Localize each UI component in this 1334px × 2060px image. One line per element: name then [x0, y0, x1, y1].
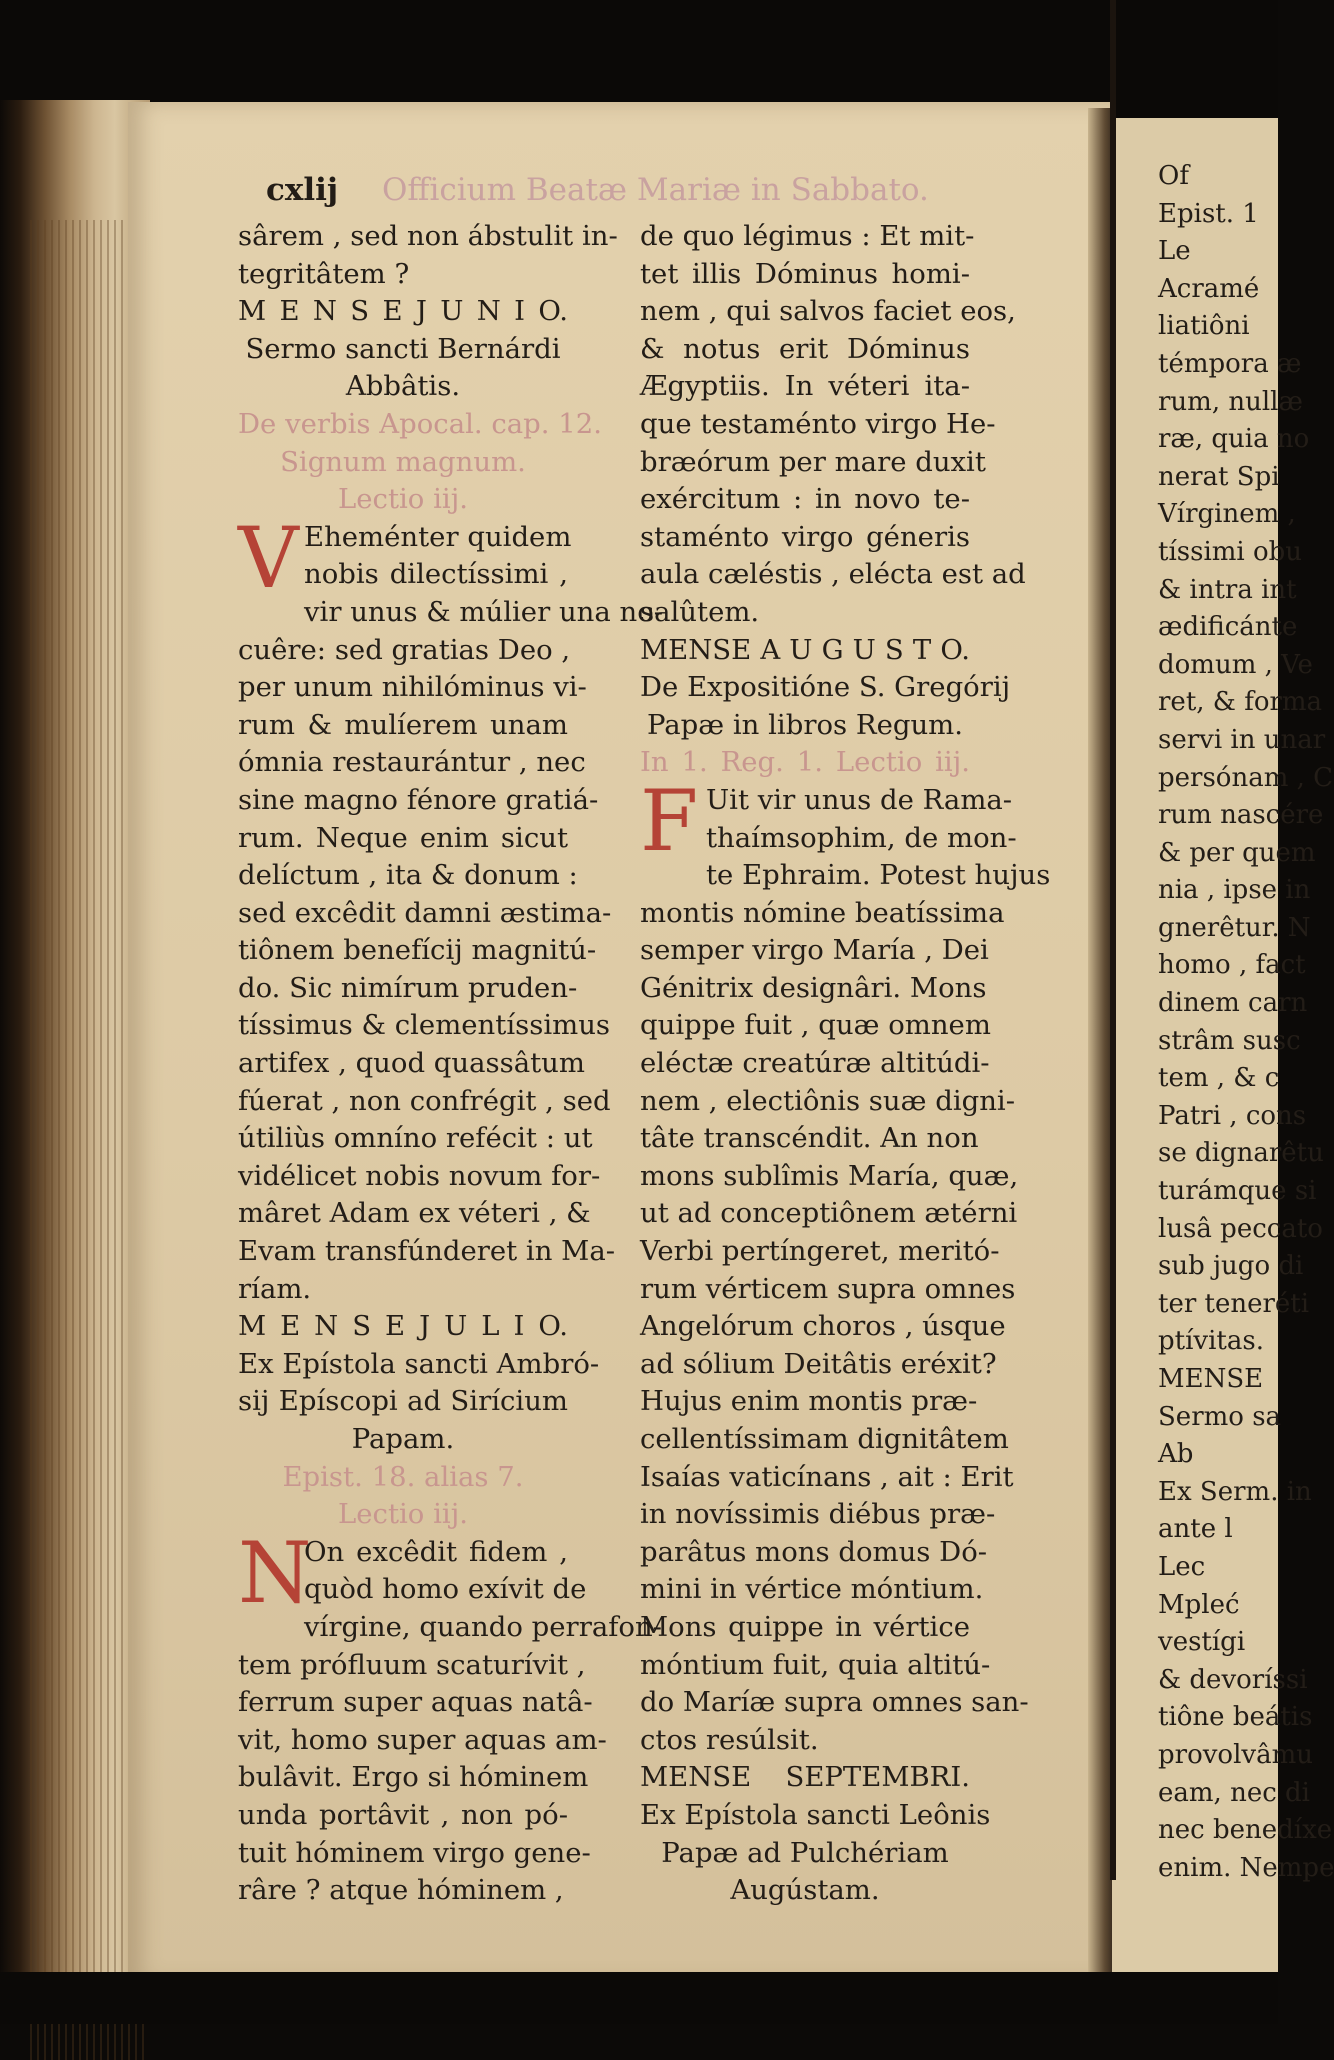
text-line [640, 1195, 1018, 1233]
text-line: homo , fact [1158, 950, 1306, 981]
text-line: persónam , C [1158, 762, 1334, 793]
text-line [238, 331, 568, 369]
text-line [238, 1195, 591, 1233]
line-text: nem , qui salvos faciet eos, [640, 295, 1016, 328]
text-line [238, 632, 571, 670]
line-text: fúerat , non confrégit , sed [238, 1084, 611, 1117]
line-text: Abbâtis. [345, 370, 461, 403]
line-text: Papam. [351, 1423, 455, 1455]
line-text: in novíssimis diébus præ- [640, 1498, 996, 1531]
text-line: rum nascére [1158, 800, 1324, 831]
line-text: Mons quippe in vértice [640, 1610, 970, 1643]
text-line: & intra int [1158, 574, 1297, 605]
text-line: Patri , cons [1158, 1100, 1307, 1131]
line-text: unda portâvit , non pó- [238, 1798, 568, 1831]
line-text: Ex Epístola sancti Ambró- [238, 1347, 600, 1380]
text-line [640, 594, 970, 632]
line-text: tuit hóminem virgo gene- [238, 1836, 591, 1869]
drop-initial: F [640, 771, 699, 870]
text-line [238, 1158, 601, 1196]
text-line [238, 444, 568, 482]
text-line [238, 1421, 568, 1459]
text-line [640, 444, 986, 482]
line-text: tet illis Dóminus homi- [640, 257, 970, 290]
text-line [640, 1383, 978, 1421]
background-top [0, 0, 1278, 118]
text-line [640, 744, 970, 782]
text-line: turámque si [1158, 1176, 1317, 1207]
line-text: staménto virgo géneris [640, 520, 970, 553]
drop-initial: V [238, 508, 299, 607]
line-text: Sermo sancti Bernárdi [245, 332, 561, 365]
text-line [640, 1797, 991, 1835]
line-text: montis nómine beatíssima [640, 896, 1005, 929]
text-line: Sermo sa [1158, 1401, 1282, 1432]
line-text: bræórum per mare duxit [640, 445, 986, 478]
text-line [238, 1722, 607, 1760]
text-line [640, 519, 970, 557]
line-text: Verbi pertíngeret, meritó- [640, 1235, 1000, 1268]
text-line [640, 218, 975, 256]
line-text: Evam transfúnderet in Ma- [238, 1235, 616, 1268]
text-line [238, 895, 612, 933]
text-line [238, 707, 568, 745]
text-line [640, 481, 970, 519]
line-text: parâtus mons domus Dó- [640, 1535, 988, 1568]
right-column [640, 218, 1051, 1910]
line-text: rum & mulíerem unam [238, 708, 568, 741]
line-text: delíctum , ita & donum : [238, 859, 578, 892]
line-text: quippe fuit , quæ omnem [640, 1009, 991, 1042]
text-line: nerat Spi [1158, 461, 1280, 492]
drop-initial: N [238, 1523, 312, 1622]
text-line [238, 1383, 568, 1421]
line-text: rum vérticem supra omnes [640, 1272, 1016, 1305]
line-text: Uit vir unus de Rama- [706, 783, 1013, 816]
text-line: MENSE [1158, 1364, 1264, 1394]
text-line [640, 1308, 1006, 1346]
text-line [238, 1647, 586, 1685]
text-line [238, 1684, 593, 1722]
text-line [640, 632, 970, 670]
text-line: lusâ peccato [1158, 1213, 1323, 1244]
line-text: Signum magnum. [280, 445, 526, 478]
text-line: & per quem [1158, 837, 1316, 868]
line-text: de quo légimus : Et mit- [640, 220, 975, 252]
text-line: Le [1158, 236, 1191, 267]
text-line [238, 1759, 589, 1797]
line-text: móntium fuit, quia altitú- [640, 1648, 991, 1681]
text-line [238, 368, 568, 406]
text-line [640, 1271, 1016, 1309]
text-line [640, 1722, 970, 1760]
text-line [238, 256, 568, 294]
line-text: Eheménter quidem [304, 520, 572, 553]
text-line [640, 1421, 1009, 1459]
line-text: & notus erit Dóminus [640, 332, 970, 365]
text-line: rum, nullæ [1158, 386, 1303, 417]
line-text: Augústam. [730, 1874, 880, 1907]
text-line: tíssimi obu [1158, 536, 1303, 567]
text-line [640, 331, 970, 369]
text-line [238, 1120, 593, 1158]
line-text: cuêre: sed gratias Deo , [238, 633, 571, 666]
text-line: enim. Nempe [1158, 1852, 1334, 1883]
text-line: Ab [1158, 1439, 1194, 1470]
line-text: ad sólium Deitâtis eréxit? [640, 1347, 997, 1380]
line-text: MENSE SEPTEMBRI. [640, 1761, 970, 1794]
text-line: Lec [1158, 1551, 1206, 1582]
text-line: servi in unar [1158, 724, 1326, 755]
text-line [640, 1045, 990, 1083]
text-line [238, 406, 602, 444]
text-line: Acramé [1158, 273, 1260, 304]
line-text: Epist. 18. alias 7. [282, 1460, 524, 1493]
text-line [640, 1083, 1016, 1121]
text-line: ante l [1158, 1514, 1233, 1545]
text-line: Mpleć [1158, 1589, 1240, 1620]
text-line [238, 820, 568, 858]
text-line [640, 932, 989, 970]
line-text: do. Sic nimírum pruden- [238, 971, 578, 1004]
text-line: témpora æ [1158, 348, 1302, 379]
left-column [238, 218, 664, 1910]
text-line [238, 782, 599, 820]
text-line [238, 857, 578, 895]
text-line: Vírginem , [1158, 499, 1296, 530]
text-line [238, 1007, 611, 1045]
text-line [640, 669, 1011, 707]
page-number: cxlij [266, 172, 339, 208]
line-text: In 1. Reg. 1. Lectio iij. [640, 746, 970, 779]
line-text: ctos resúlsit. [640, 1723, 819, 1756]
line-text: nobis dilectíssimi , [304, 558, 568, 591]
text-line: se dignarêtu [1158, 1138, 1324, 1169]
line-text: Papæ ad Pulchériam [661, 1836, 949, 1869]
line-text: aula cæléstis , elécta est ad [640, 558, 1026, 591]
text-line: ret, & forma [1158, 687, 1323, 718]
line-text: tegritâtem ? [238, 257, 410, 290]
line-text: vidélicet nobis novum for- [238, 1159, 601, 1192]
text-line: Ex Serm. in [1158, 1476, 1312, 1507]
line-text: sine magno fénore gratiá- [238, 783, 599, 816]
line-text: ríam. [238, 1272, 312, 1305]
line-text: Génitrix designâri. Mons [640, 971, 987, 1004]
text-line [640, 895, 1005, 933]
line-text: Lectio iij. [338, 1498, 468, 1531]
text-line [640, 293, 1016, 331]
line-text: De verbis Apocal. cap. 12. [238, 407, 602, 440]
text-line: provolvâmu [1158, 1739, 1313, 1770]
line-text: eléctæ creatúræ altitúdi- [640, 1047, 990, 1080]
line-text: Hujus enim montis præ- [640, 1385, 978, 1418]
text-line [238, 1271, 568, 1309]
text-line: domum , Ve [1158, 649, 1313, 680]
text-line [640, 1534, 988, 1572]
line-text: quòd homo exívit de [304, 1573, 587, 1606]
text-line [640, 1647, 991, 1685]
background-bottom [0, 1972, 1278, 2024]
line-text: rum. Neque enim sicut [238, 821, 568, 854]
text-line: & devoríssi [1158, 1664, 1308, 1695]
running-title: Officium Beatæ Mariæ in Sabbato. [382, 172, 929, 208]
text-line: liatiôni [1158, 311, 1250, 342]
text-line [640, 1759, 970, 1797]
text-line: dinem carn [1158, 988, 1308, 1019]
text-line [238, 669, 587, 707]
next-page [1112, 118, 1334, 1978]
text-line: nec benedíxe [1158, 1815, 1333, 1846]
text-line: tiône beátis [1158, 1702, 1313, 1733]
text-line [238, 932, 597, 970]
line-text: mini in vértice móntium. [640, 1573, 984, 1606]
text-line: Epist. 1 [1158, 198, 1259, 229]
text-line: vestígi [1158, 1627, 1246, 1658]
text-line: ædificánte [1158, 612, 1298, 643]
line-text: semper virgo María , Dei [640, 934, 989, 967]
text-line [640, 368, 970, 406]
text-line: nia , ipse in [1158, 875, 1311, 906]
vertical-rule [1110, 0, 1116, 1880]
text-line [640, 1346, 997, 1384]
line-text: sed excêdit damni æstima- [238, 896, 612, 929]
text-line [640, 970, 987, 1008]
text-line [238, 1233, 616, 1271]
line-text: bulâvit. Ergo si hóminem [238, 1761, 589, 1794]
line-text: te Ephraim. Potest hujus [706, 859, 1051, 892]
line-text: De Expositióne S. Gregórij [640, 671, 1011, 704]
text-line [238, 1872, 568, 1910]
line-text: vírgine, quando perrafon- [304, 1610, 662, 1643]
text-line [640, 1496, 996, 1534]
text-line: sub jugo di [1158, 1251, 1304, 1282]
line-text: exércitum : in novo te- [640, 483, 970, 516]
text-line [238, 744, 586, 782]
text-line [640, 707, 970, 745]
text-line [640, 1872, 970, 1910]
line-text: ferrum super aquas natâ- [238, 1686, 593, 1719]
line-text: artifex , quod quassâtum [238, 1047, 585, 1080]
text-line [640, 1233, 1000, 1271]
line-text: ómnia restaurántur , nec [238, 746, 586, 779]
text-line [640, 1835, 970, 1873]
line-text: vir unus & múlier una no- [304, 595, 664, 628]
text-line: eam, nec di [1158, 1777, 1310, 1808]
text-line: Of [1158, 161, 1189, 191]
text-line [640, 1571, 984, 1609]
text-line [640, 1120, 979, 1158]
line-text: tiônem benefícij magnitú- [238, 934, 597, 967]
text-line [640, 1007, 991, 1045]
text-line [238, 293, 568, 331]
text-line: ter teneréti [1158, 1288, 1310, 1319]
line-text: râre ? atque hóminem , [238, 1874, 564, 1907]
text-line [640, 1684, 1029, 1722]
line-text: sij Epíscopi ad Sirícium [238, 1385, 568, 1418]
text-line [238, 1459, 568, 1497]
line-text: thaímsophim, de mon- [706, 821, 1017, 854]
line-text: do Maríæ supra omnes san- [640, 1686, 1029, 1719]
line-text: tíssimus & clementíssimus [238, 1009, 611, 1042]
line-text: sârem , sed non ábstulit in- [238, 220, 618, 252]
line-text: mons sublîmis María, quæ, [640, 1159, 1019, 1192]
line-text: vit, homo super aquas am- [238, 1723, 607, 1756]
line-text: tem prófluum scaturívit , [238, 1648, 586, 1681]
text-line [640, 556, 1026, 594]
text-line: tem , & c [1158, 1063, 1280, 1094]
text-line [640, 1158, 1019, 1196]
line-text: tâte transcéndit. An non [640, 1122, 979, 1155]
line-text: Ægyptiis. In véteri ita- [640, 370, 970, 403]
line-text: que testaménto virgo He- [640, 407, 996, 440]
text-line: ptívitas. [1158, 1326, 1264, 1357]
line-text: per unum nihilóminus vi- [238, 671, 587, 704]
text-line: strâm susc [1158, 1025, 1301, 1056]
line-text: Ex Epístola sancti Leônis [640, 1798, 991, 1831]
text-line [238, 1045, 585, 1083]
line-text: MENSE A U G U S T O. [640, 633, 970, 666]
text-line [640, 406, 996, 444]
text-line [238, 1346, 600, 1384]
line-text: nem , electiônis suæ digni- [640, 1084, 1016, 1117]
line-text: Isaías vaticínans , ait : Erit [640, 1460, 1014, 1493]
text-line [238, 1835, 591, 1873]
line-text: Angelórum choros , úsque [640, 1310, 1006, 1343]
line-text: M E N S E J U L I O. [238, 1310, 568, 1343]
text-line [238, 1308, 568, 1346]
line-text: Papæ in libros Regum. [647, 708, 963, 741]
text-line [238, 218, 618, 256]
next-page-text [1158, 158, 1334, 1887]
line-text: cellentíssimam dignitâtem [640, 1423, 1009, 1455]
line-text: salûtem. [640, 595, 760, 628]
text-line [640, 1609, 970, 1647]
text-line [238, 1797, 568, 1835]
line-text: M E N S E J U N I O. [238, 295, 568, 328]
text-line [238, 1083, 611, 1121]
text-line: gnerêtur. N [1158, 912, 1311, 943]
line-text: On excêdit fidem , [304, 1535, 568, 1568]
line-text: Lectio iij. [338, 483, 468, 516]
line-text: mâret Adam ex véteri , & [238, 1197, 591, 1230]
text-line [238, 970, 578, 1008]
text-line [640, 1459, 1014, 1497]
line-text: útiliùs omníno refécit : ut [238, 1122, 593, 1155]
text-line [640, 256, 970, 294]
line-text: ut ad conceptiônem ætérni [640, 1197, 1018, 1230]
text-line: ræ, quia no [1158, 424, 1310, 455]
